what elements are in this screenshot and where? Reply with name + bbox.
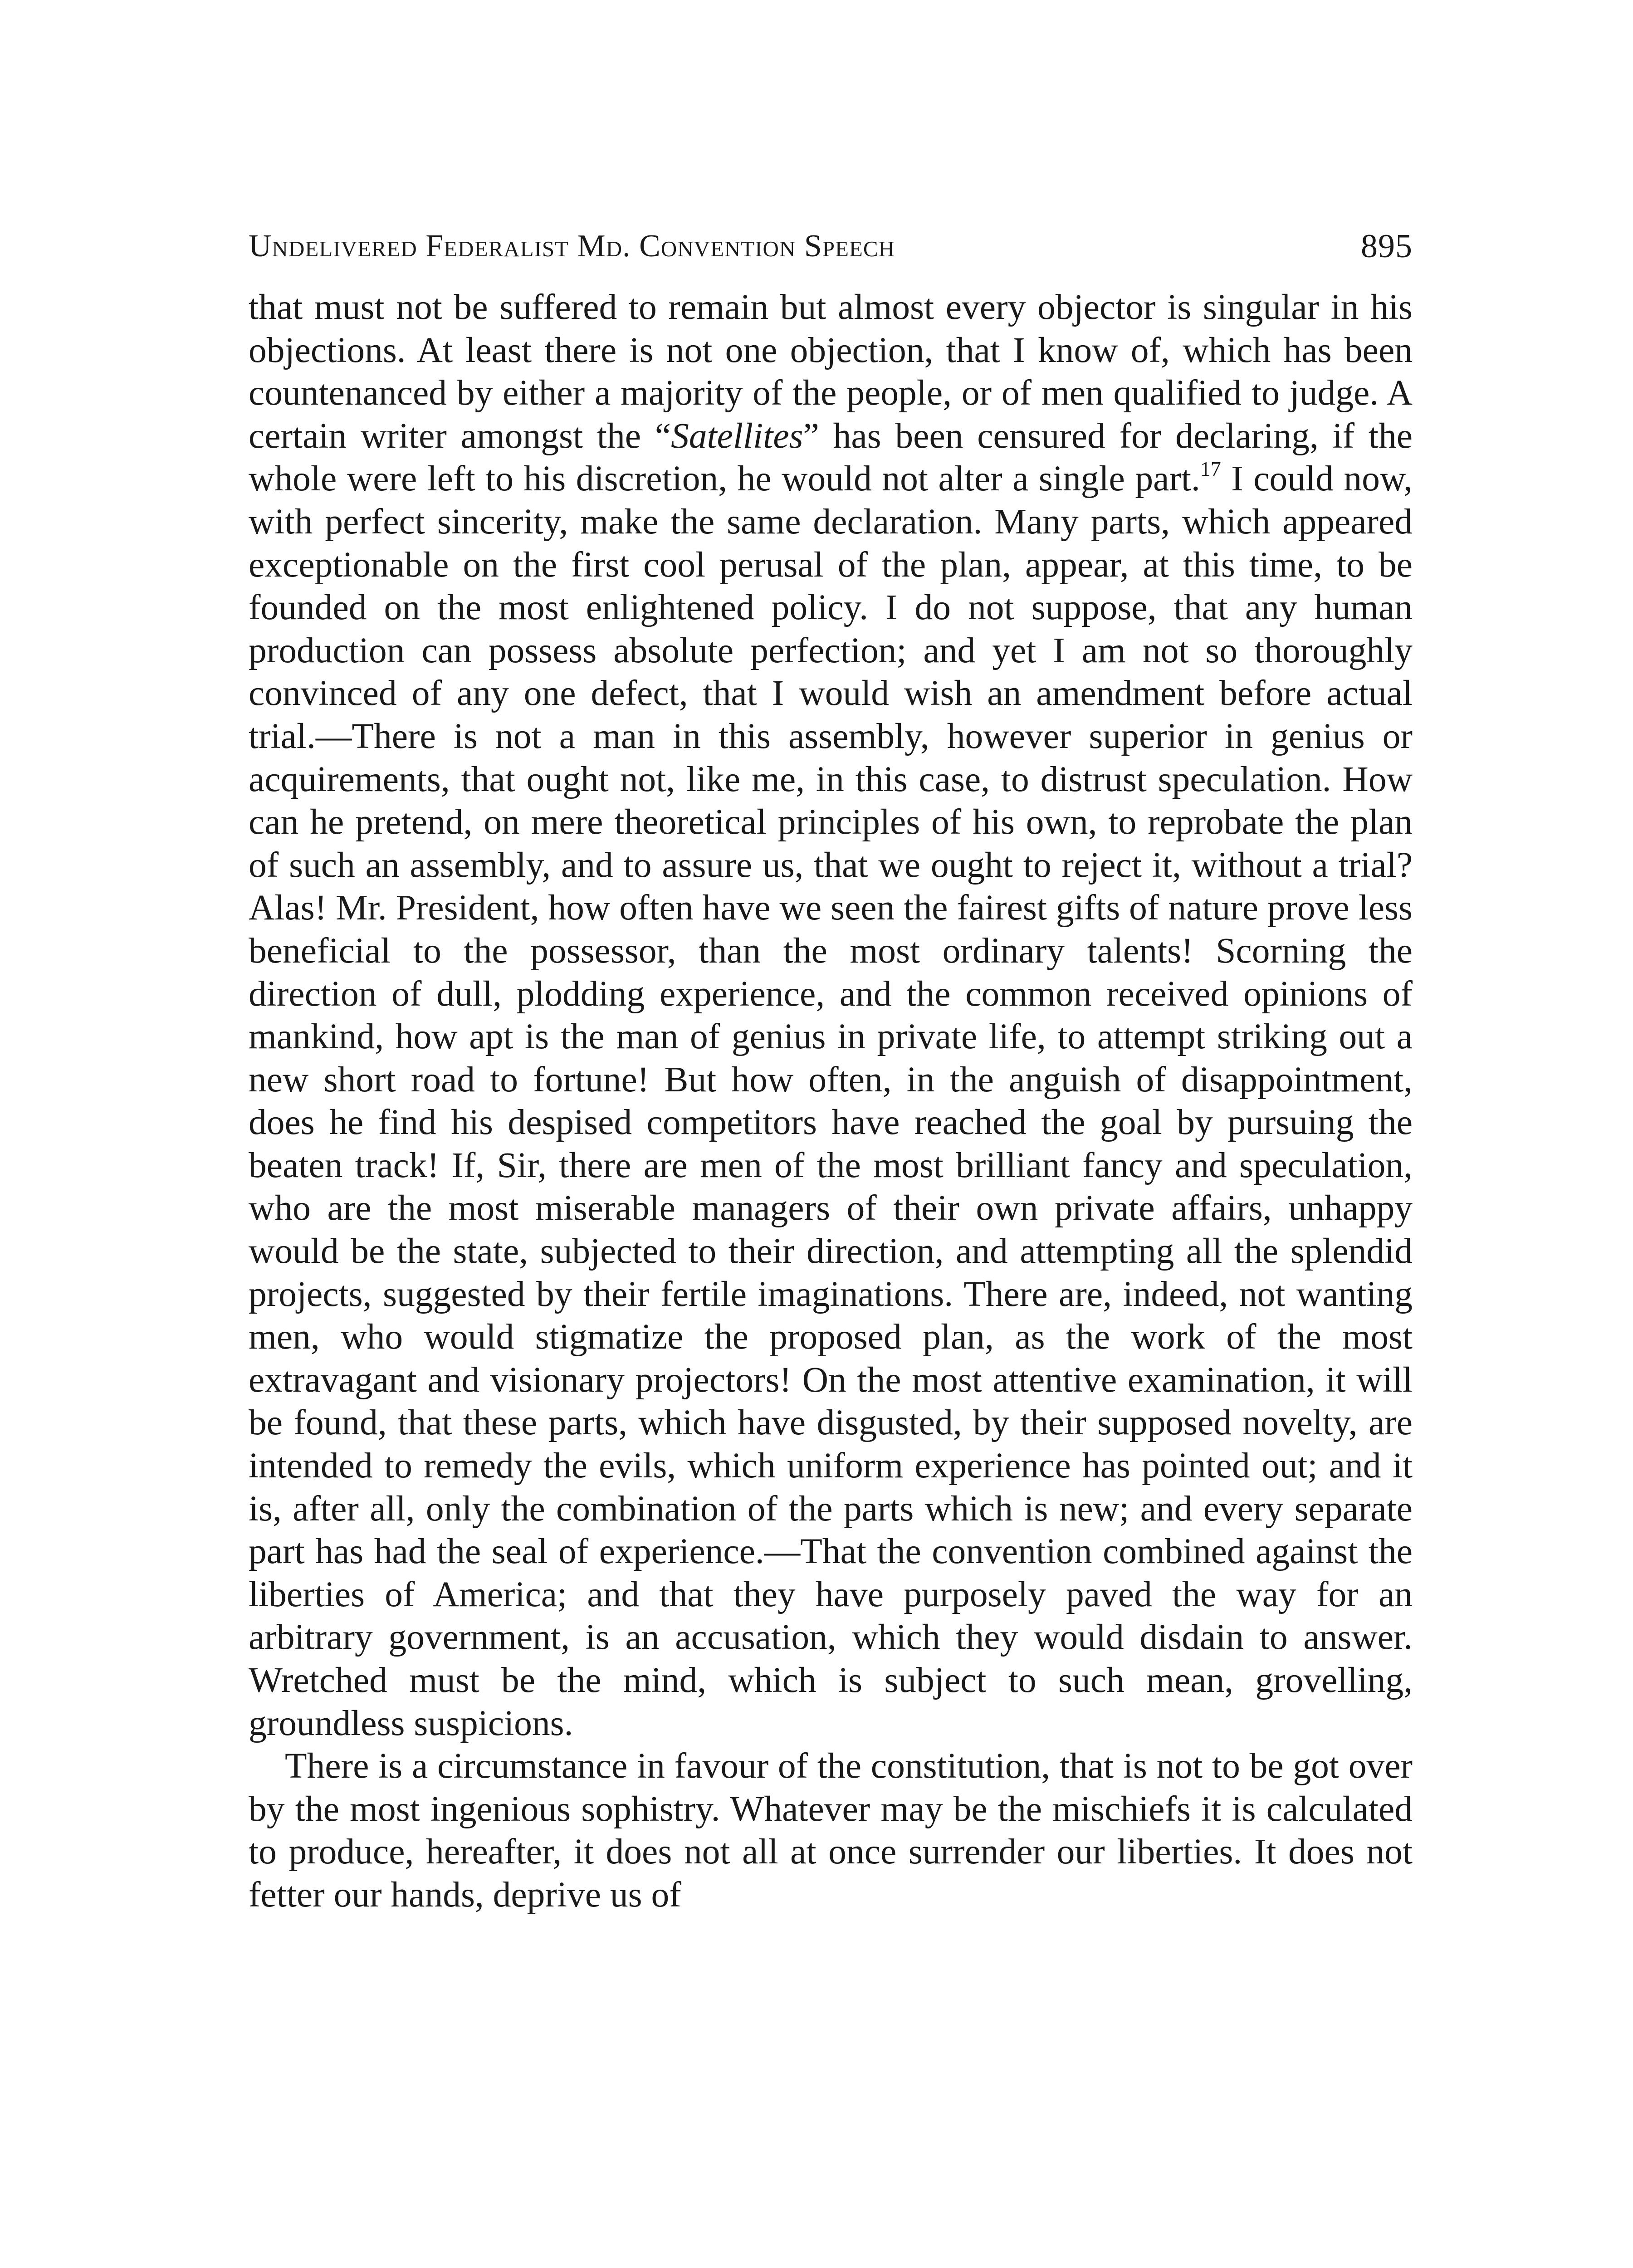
paragraph-1-part-1: that must not be suffered to remain but almost every objector is singular in his objections. At least there is not one objection, that I know of, which has been countenanced by either a majority of the people, or of men qualified to judge. A certain writer amongst the “: [249, 287, 1413, 456]
page-number: 895: [1361, 228, 1413, 265]
paragraph-1-part-2: ” has been censured for declaring, if the whole were left to his discretion, he would not alter a single part.: [249, 415, 1413, 499]
paragraph-1: [249, 286, 1413, 1745]
body-text: [249, 286, 1413, 1916]
running-head: [249, 221, 1413, 271]
running-head-title: Undelivered Federalist Md. Convention Speech: [249, 229, 895, 264]
paragraph-2: There is a circumstance in favour of the constitution, that is not to be got over by the most ingenious sophistry. Whatever may be the mischiefs it is calculated to produce, hereafter, it does not all at once surrender our liberties. It does not fetter our hands, deprive us of: [249, 1746, 1413, 1915]
satellites-italic: Satellites: [671, 415, 803, 456]
document-page: [249, 221, 1413, 1916]
paragraph-1-part-3: I could now, with perfect sincerity, make the same declaration. Many parts, which appeared exceptionable on the first cool perusal of the plan, appear, at this time, to be founded on the most enlightened policy. I do not suppose, that any human production can possess absolute perfection; and yet I am not so thoroughly convinced of any one defect, that I would wish an amendment before actual trial.—There is not a man in this assembly, however superior in genius or acquirements, that ought not, like me, in this case, to distrust speculation. How can he pretend, on mere theoretical principles of his own, to reprobate the plan of such an assembly, and to assure us, that we ought to reject it, without a trial? Alas! Mr. President, how often have we seen the fairest gifts of nature prove less beneficial to the possessor, than the most ordinary talents! Scorning the direction of dull, plodding experience, and the common received opinions of mankind, how apt is the man of genius in private life, to attempt striking out a new short road to fortune! But how often, in the anguish of disappointment, does he find his despised competitors have reached the goal by pursuing the beaten track! If, Sir, there are men of the most brilliant fancy and speculation, who are the most miserable managers of their own private affairs, unhappy would be the state, subjected to their direction, and attempting all the splendid projects, suggested by their fertile imaginations. There are, indeed, not wanting men, who would stigmatize the proposed plan, as the work of the most extravagant and visionary projectors! On the most attentive examination, it will be found, that these parts, which have disgusted, by their supposed novelty, are intended to remedy the evils, which uniform experience has pointed out; and it is, after all, only the combination of the parts which is new; and every separate part has had the seal of experience.—That the convention combined against the liberties of America; and that they have purposely paved the way for an arbitrary government, is an accusation, which they would disdain to answer. Wretched must be the mind, which is subject to such mean, grovelling, groundless suspicions.: [249, 459, 1413, 1743]
footnote-ref: 17: [1200, 457, 1221, 481]
